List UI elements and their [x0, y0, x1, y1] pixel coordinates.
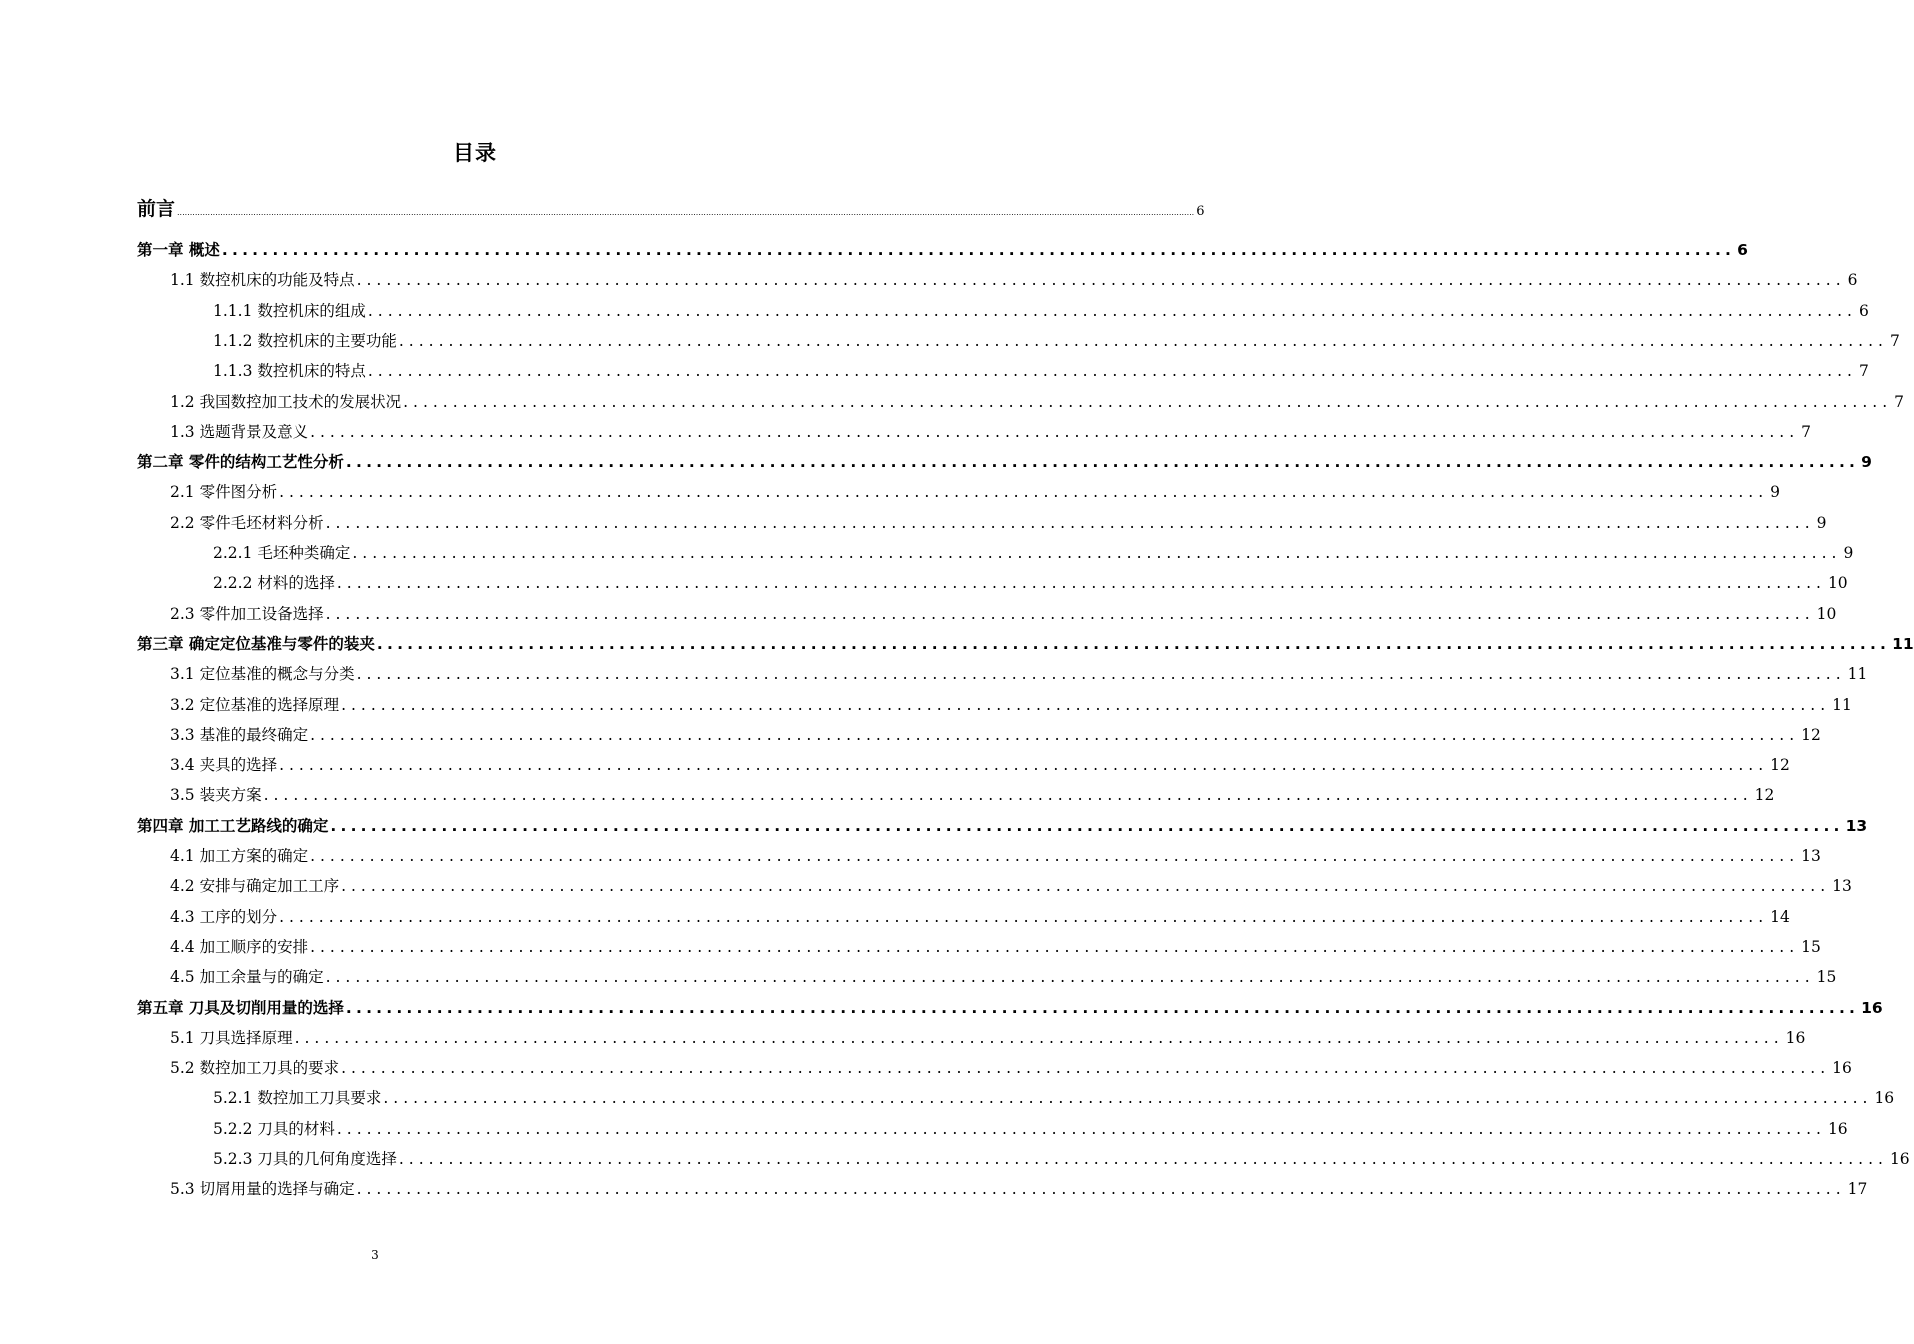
dot-leader: ...................................................................................................................................................... [325, 604, 1815, 623]
toc-entry-label: 3.2 定位基准的选择原理 [170, 695, 340, 714]
dot-leader: ...................................................................................................................................................... [310, 422, 1800, 441]
toc-entry-label: 第四章 加工工艺路线的确定 [137, 816, 329, 835]
dot-leader: ...................................................................................................................................................... [310, 725, 1800, 744]
dot-leader: ...................................................................................................................................................... [310, 937, 1800, 956]
toc-entry-label: 5.1 刀具选择原理 [170, 1028, 293, 1047]
dot-leader: ...................................................................................................................................................... [325, 513, 1815, 532]
toc-entry[interactable] [213, 328, 1900, 354]
dot-leader: ...................................................................................................................................................... [330, 816, 1844, 835]
toc-entry-page: 13 [1845, 816, 1868, 835]
toc-entry-label: 5.2.1 数控加工刀具要求 [213, 1089, 382, 1108]
toc-entry[interactable] [170, 389, 1905, 415]
dot-leader: ...................................................................................................................................................... [294, 1028, 1784, 1047]
toc-entry-label: 1.1.2 数控机床的主要功能 [213, 331, 397, 350]
toc-entry[interactable] [170, 873, 1852, 899]
toc-entry-label: 4.1 加工方案的确定 [170, 847, 309, 865]
toc-entry[interactable] [213, 540, 1854, 566]
toc-entry-label: 4.5 加工余量与的确定 [170, 968, 324, 987]
toc-entry-label: 1.1.1 数控机床的组成 [213, 301, 366, 320]
toc-entry-page: 16 [1874, 1089, 1895, 1108]
toc-entry[interactable] [170, 419, 1812, 445]
toc-entry[interactable] [170, 904, 1790, 930]
dot-leader: ...................................................................................................................................................... [279, 483, 1769, 502]
toc-entry-page: 13 [1801, 847, 1821, 865]
dot-leader: ...................................................................................................................................................... [356, 1180, 1846, 1199]
toc-entry-page: 15 [1816, 968, 1837, 987]
dot-leader: ...................................................................................................................................................... [336, 574, 1826, 593]
toc-entry[interactable] [213, 1116, 1848, 1142]
toc-entry-page: 12 [1770, 756, 1790, 775]
toc-entry-page: 7 [1858, 362, 1869, 381]
toc-entry-page: 10 [1827, 574, 1848, 593]
toc-entry-page: 12 [1801, 725, 1821, 744]
toc-entry-page: 9 [1816, 513, 1827, 532]
toc-entry-page: 16 [1861, 998, 1883, 1017]
toc-entry-page: 10 [1816, 604, 1837, 623]
dot-leader: ...................................................................................................................................................... [279, 756, 1769, 775]
toc-entry[interactable] [170, 601, 1837, 627]
toc-entry-label: 2.2 零件毛坯材料分析 [170, 513, 324, 532]
dot-leader: ...................................................................................................................................................... [398, 1150, 1888, 1168]
dot-leader: ...................................................................................................................................................... [398, 331, 1888, 350]
toc-entry-page: 16 [1889, 1150, 1910, 1168]
toc-chapter-entry[interactable] [137, 449, 1872, 475]
dot-leader: ...................................................................................................................................................... [279, 907, 1769, 926]
dot-leader: ...................................................................................................................................................... [345, 453, 1860, 472]
dot-leader: ...................................................................................................................................................... [336, 1119, 1826, 1138]
toc-entry-label: 3.3 基准的最终确定 [170, 725, 309, 744]
toc-preface-entry[interactable] [137, 194, 1205, 224]
toc-entry-page: 16 [1827, 1119, 1848, 1138]
toc-chapter-entry[interactable] [137, 631, 1914, 657]
dot-leader: ................................................................................................................................................................................................................................................................................................................................................................................................................ [177, 208, 1195, 217]
dot-leader: ...................................................................................................................................................... [367, 362, 1857, 381]
toc-entry-label: 2.3 零件加工设备选择 [170, 604, 324, 623]
toc-entry-label: 1.2 我国数控加工技术的发展状况 [170, 392, 402, 411]
toc-chapter-entry[interactable] [137, 237, 1748, 263]
dot-leader: ...................................................................................................................................................... [352, 544, 1842, 562]
toc-entry-page: 16 [1832, 1059, 1852, 1078]
toc-entry[interactable] [170, 752, 1790, 778]
toc-entry-label: 4.2 安排与确定加工工序 [170, 877, 340, 896]
toc-entry-page: 17 [1847, 1180, 1868, 1199]
toc-entry-label: 前言 [137, 198, 176, 220]
toc-entry-label: 5.2 数控加工刀具的要求 [170, 1059, 340, 1078]
toc-entry-label: 第二章 零件的结构工艺性分析 [137, 453, 344, 472]
dot-leader: ...................................................................................................................................................... [341, 695, 1831, 714]
toc-entry[interactable] [170, 510, 1827, 536]
dot-leader: ...................................................................................................................................................... [383, 1089, 1873, 1108]
toc-entry[interactable] [213, 570, 1848, 596]
toc-entry[interactable] [170, 267, 1858, 293]
page-title: 目录 [453, 141, 497, 165]
toc-entry[interactable] [170, 843, 1821, 869]
toc-entry-page: 7 [1801, 422, 1812, 441]
toc-entry-label: 2.1 零件图分析 [170, 483, 278, 502]
toc-entry-label: 4.3 工序的划分 [170, 907, 278, 926]
dot-leader: ...................................................................................................................................................... [403, 392, 1893, 411]
dot-leader: ...................................................................................................................................................... [356, 665, 1846, 684]
dot-leader: ...................................................................................................................................................... [345, 998, 1860, 1017]
toc-entry[interactable] [213, 1085, 1895, 1111]
toc-entry-label: 2.2.2 材料的选择 [213, 574, 335, 593]
toc-entry-label: 5.2.3 刀具的几何角度选择 [213, 1150, 397, 1168]
toc-entry[interactable] [170, 479, 1781, 505]
toc-entry-page: 9 [1861, 453, 1872, 472]
toc-entry[interactable] [170, 1055, 1852, 1081]
toc-entry-label: 3.5 装夹方案 [170, 786, 262, 805]
toc-entry[interactable] [170, 1025, 1806, 1051]
toc-entry-page: 9 [1770, 483, 1781, 502]
dot-leader: ...................................................................................................................................................... [367, 301, 1857, 320]
toc-entry-label: 1.1 数控机床的功能及特点 [170, 271, 355, 290]
toc-entry-label: 1.1.3 数控机床的特点 [213, 362, 366, 381]
toc-entry-label: 5.2.2 刀具的材料 [213, 1119, 335, 1138]
toc-entry-page: 7 [1894, 392, 1905, 411]
toc-entry[interactable] [170, 934, 1821, 960]
toc-entry[interactable] [170, 1176, 1868, 1202]
toc-entry-label: 1.3 选题背景及意义 [170, 422, 309, 441]
toc-entry-page: 11 [1847, 665, 1868, 684]
toc-chapter-entry[interactable] [137, 813, 1868, 839]
toc-entry-label: 第三章 确定定位基准与零件的装夹 [137, 634, 375, 653]
toc-entry[interactable] [170, 661, 1868, 687]
dot-leader: ...................................................................................................................................................... [310, 847, 1800, 865]
toc-entry-page: 6 [1858, 301, 1869, 320]
toc-entry-page: 6 [1737, 241, 1748, 259]
toc-entry[interactable] [170, 964, 1837, 990]
dot-leader: ...................................................................................................................................................... [341, 1059, 1831, 1078]
toc-entry-label: 第五章 刀具及切削用量的选择 [137, 998, 344, 1017]
toc-entry-page: 13 [1832, 877, 1852, 896]
toc-entry-label: 3.1 定位基准的概念与分类 [170, 665, 355, 684]
toc-entry-page: 16 [1785, 1028, 1806, 1047]
dot-leader: ...................................................................................................................................................... [341, 877, 1831, 896]
dot-leader: ...................................................................................................................................................... [221, 241, 1736, 259]
page-number: 3 [371, 1248, 379, 1262]
toc-entry-page: 12 [1754, 786, 1775, 805]
toc-entry-label: 2.2.1 毛坯种类确定 [213, 544, 351, 562]
toc-chapter-entry[interactable] [137, 995, 1883, 1021]
dot-leader: ...................................................................................................................................................... [263, 786, 1753, 805]
toc-entry-page: 6 [1847, 271, 1858, 290]
toc-entry[interactable] [170, 722, 1821, 748]
toc-entry-page: 14 [1770, 907, 1790, 926]
toc-entry-page: 11 [1832, 695, 1852, 714]
dot-leader: ...................................................................................................................................................... [325, 968, 1815, 987]
toc-entry-page: 9 [1843, 544, 1854, 562]
toc-entry-page: 6 [1196, 204, 1205, 219]
toc-entry[interactable] [170, 692, 1852, 718]
toc-entry-label: 5.3 切屑用量的选择与确定 [170, 1180, 355, 1199]
toc-entry-page: 11 [1892, 634, 1914, 653]
toc-entry-page: 7 [1889, 331, 1900, 350]
dot-leader: ...................................................................................................................................................... [376, 634, 1891, 653]
dot-leader: ...................................................................................................................................................... [356, 271, 1846, 290]
toc-entry[interactable] [170, 782, 1775, 808]
toc-entry-page: 15 [1801, 937, 1821, 956]
toc-entry-label: 4.4 加工顺序的安排 [170, 937, 309, 956]
toc-entry-label: 3.4 夹具的选择 [170, 756, 278, 775]
toc-entry[interactable] [213, 1146, 1910, 1172]
toc-entry[interactable] [213, 298, 1869, 324]
toc-entry[interactable] [213, 358, 1869, 384]
toc-entry-label: 第一章 概述 [137, 241, 220, 259]
